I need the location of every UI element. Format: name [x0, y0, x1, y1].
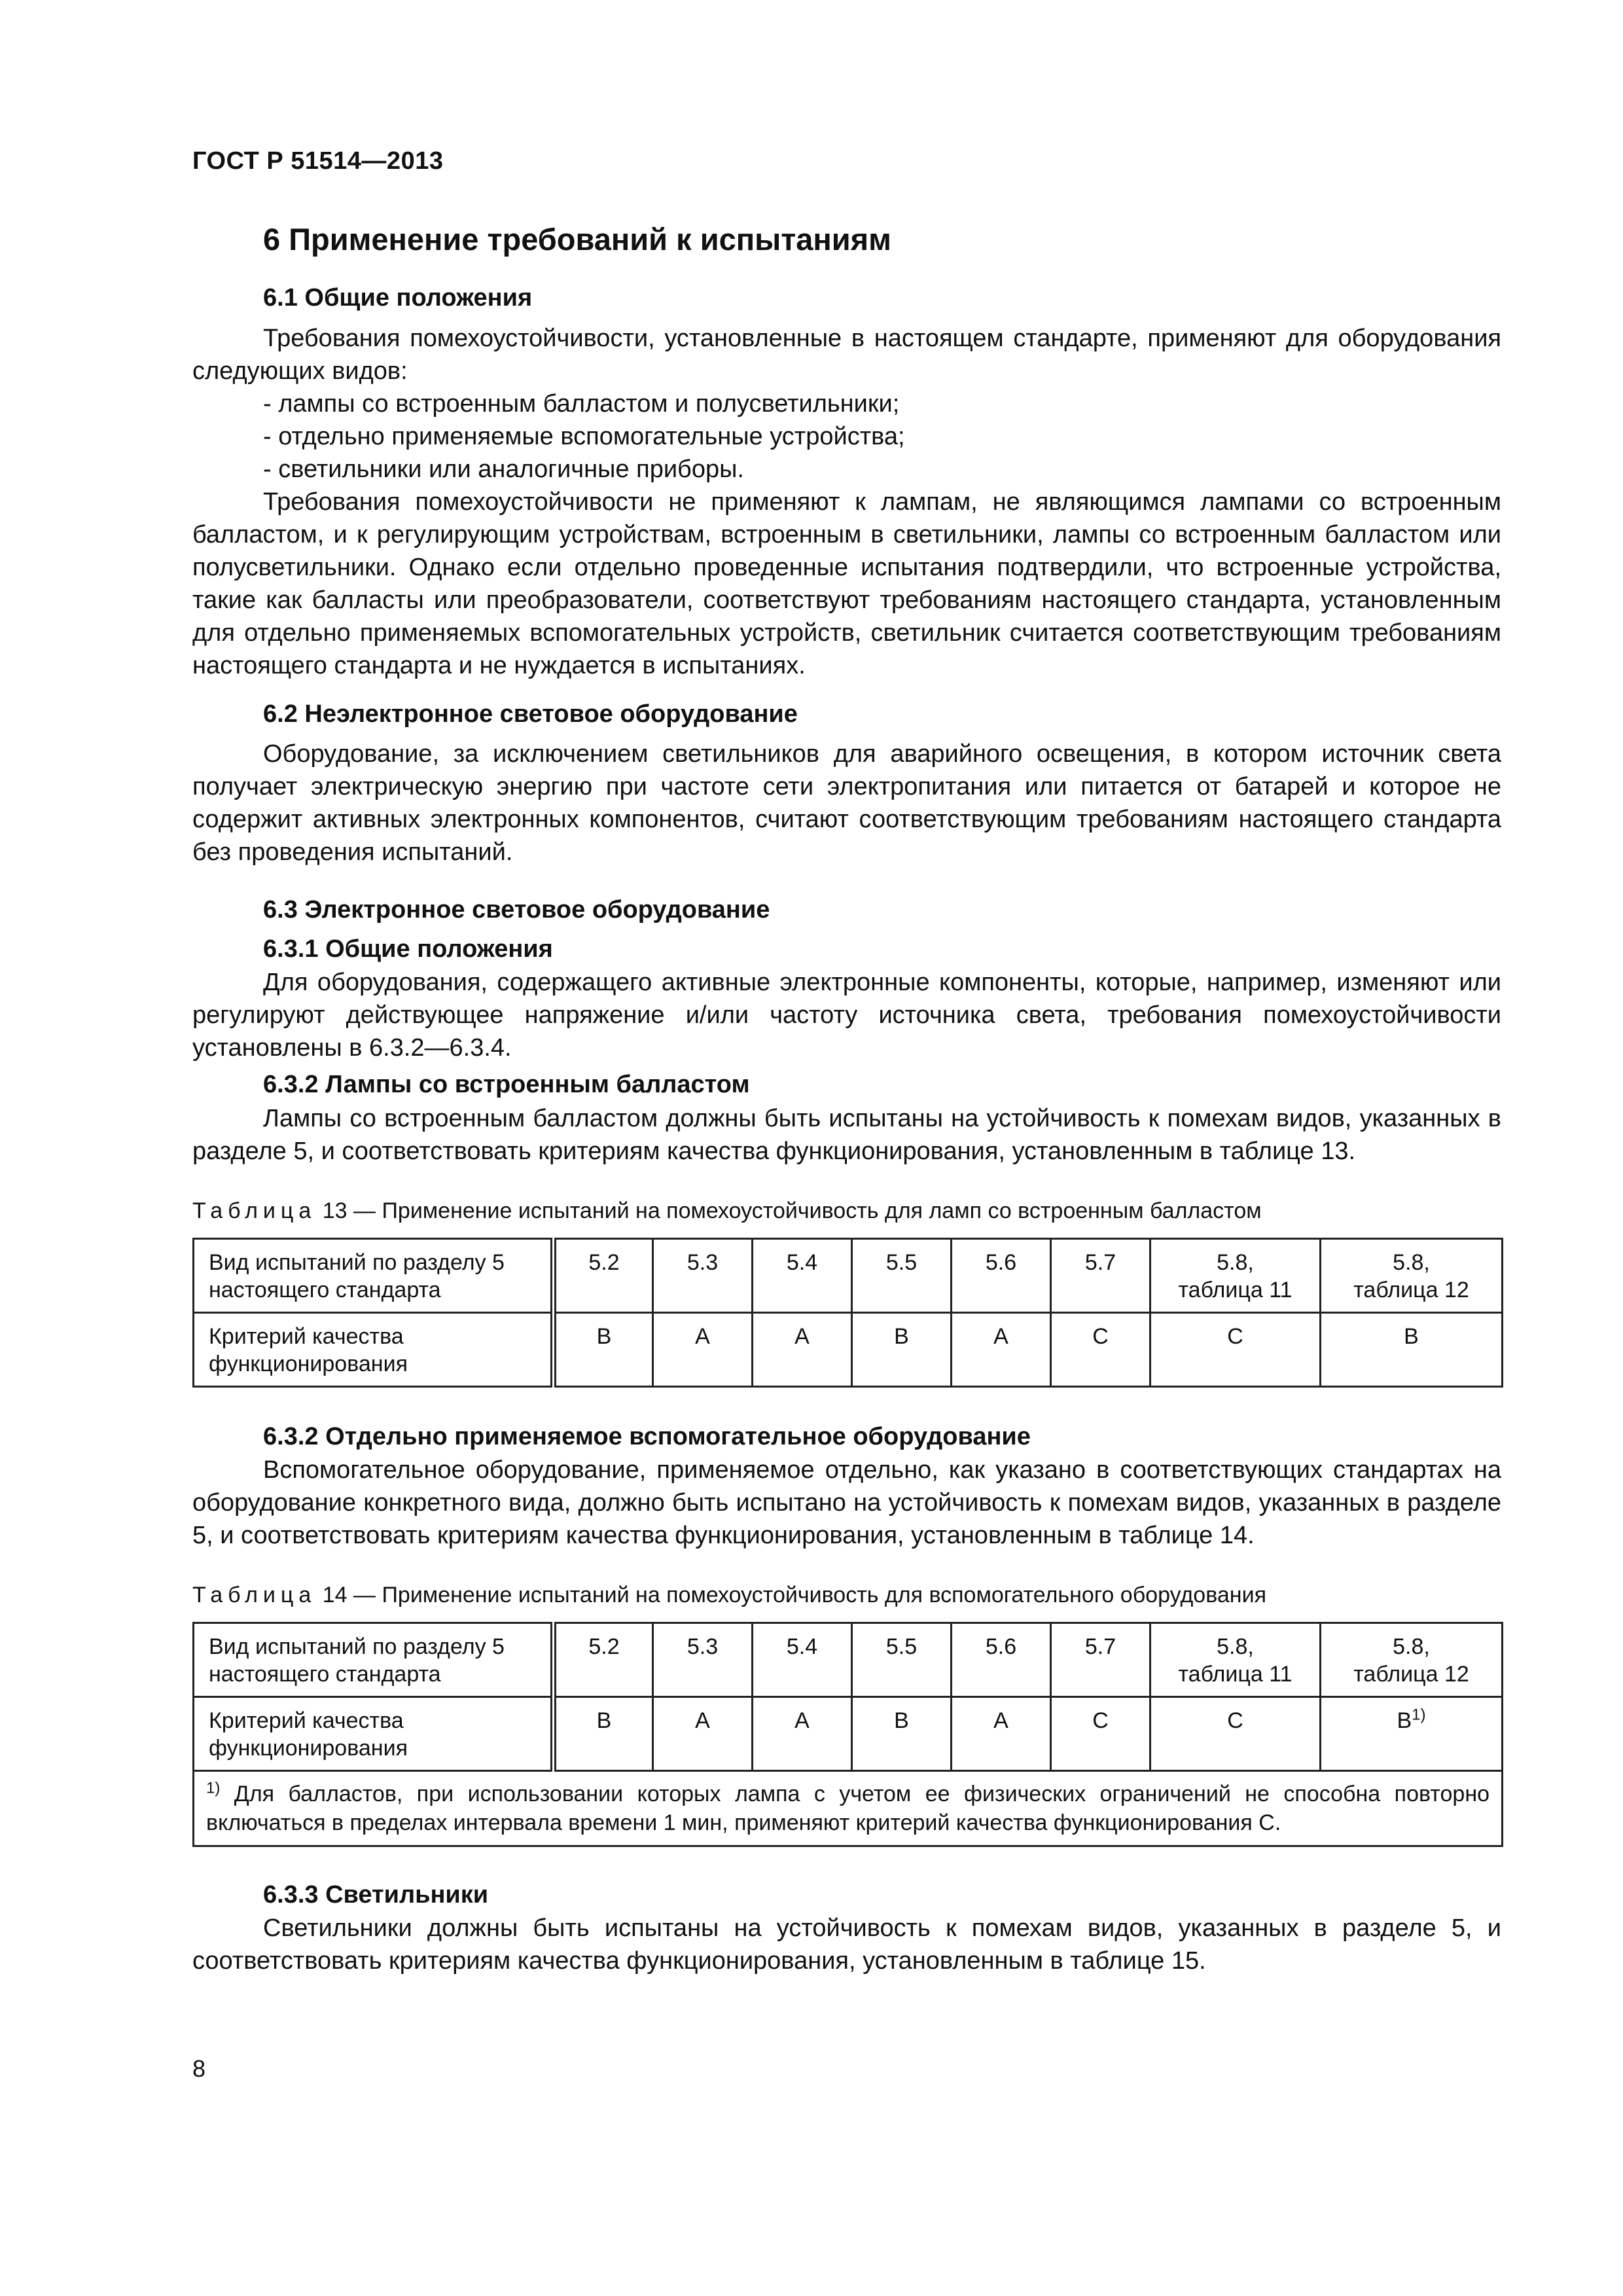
table-cell: Вид испытаний по разделу 5 настоящего стандарта	[194, 1623, 554, 1696]
cell-line: таблица 11	[1178, 1277, 1293, 1302]
table-13-caption	[192, 1198, 1501, 1225]
table-cell	[1321, 1623, 1503, 1696]
table-footnote	[194, 1770, 1503, 1846]
table-cell: 5.4	[753, 1238, 852, 1312]
section-6-1-paragraph-2: Требования помехоустойчивости не применяют к лампам, не являющимся лампами со встроенным балластом, и к регулирующим устройствам, встроенным в светильники, лампы со встроенным балластом или полусветильники. Однако если отдельно проведенные испытания подтвердили, что встроенные устройства, такие как балласты или преобразователи, соответствуют требованиям настоящего стандарта, установленным для отдельно применяемых вспомогательных устройств, светильник считается соответствующим требованиям настоящего стандарта и не нуждается в испытаниях.	[192, 488, 1501, 679]
list-item: - отдельно применяемые вспомогательные устройства;	[263, 422, 905, 450]
table-cell: B	[1321, 1312, 1503, 1386]
table-13	[192, 1238, 1503, 1388]
table-cell: A	[753, 1696, 852, 1770]
table-14	[192, 1622, 1503, 1847]
cell-line: таблица 11	[1178, 1661, 1293, 1687]
cell-line: 5.8,	[1217, 1249, 1254, 1275]
page-number: 8	[192, 2055, 206, 2082]
table-cell: 5.3	[653, 1238, 753, 1312]
table-cell: A	[653, 1696, 753, 1770]
table-row	[194, 1238, 1503, 1312]
caption-word: Таблица	[192, 1198, 317, 1223]
footnote-text: Для балластов, при использовании которых лампа с учетом ее физических ограничений не способна повторно включаться в пределах интервала времени 1 мин, применяют критерий качества функционирования С.	[206, 1781, 1489, 1835]
table-cell: Вид испытаний по разделу 5 настоящего стандарта	[194, 1238, 554, 1312]
table-cell: Критерий качества функционирования	[194, 1696, 554, 1770]
table-cell: C	[1150, 1696, 1321, 1770]
caption-word: Таблица	[192, 1583, 317, 1608]
table-cell	[1321, 1696, 1503, 1770]
caption-text: 14 — Применение испытаний на помехоустойчивость для вспомогательного оборудования	[316, 1583, 1266, 1608]
section-6-1-paragraph: Требования помехоустойчивости, установленные в настоящем стандарте, применяют для оборудования следующих видов:	[192, 324, 1501, 385]
table-cell: B	[554, 1696, 653, 1770]
table-cell: B	[554, 1312, 653, 1386]
section-6-3-1-title: 6.3.1 Общие положения	[263, 935, 553, 963]
section-6-3-2-title: 6.3.2 Лампы со встроенным балластом	[263, 1071, 750, 1099]
cell-line: 5.8,	[1393, 1249, 1430, 1275]
page-content	[192, 221, 1501, 1977]
caption-text: 13 — Применение испытаний на помехоустойчивость для ламп со встроенным балластом	[316, 1198, 1262, 1223]
table-row	[194, 1312, 1503, 1386]
table-cell: A	[952, 1696, 1051, 1770]
table-cell: C	[1150, 1312, 1321, 1386]
section-6-3-2b-paragraph: Вспомогательное оборудование, применяемое отдельно, как указано в соответствующих стандартах на оборудование конкретного вида, должно быть испытано на устойчивость к помехам видов, указанных в разделе 5, и соответствовать критериям качества функционирования, установленным в таблице 14.	[192, 1456, 1501, 1550]
table-row	[194, 1696, 1503, 1770]
table-cell: 5.2	[554, 1623, 653, 1696]
table-cell: C	[1051, 1696, 1150, 1770]
table-14-caption	[192, 1582, 1501, 1609]
table-cell: 5.6	[952, 1623, 1051, 1696]
table-cell	[1150, 1238, 1321, 1312]
table-cell: A	[653, 1312, 753, 1386]
footnote-marker: 1)	[1412, 1706, 1426, 1724]
section-6-3-3-paragraph: Светильники должны быть испытаны на устойчивость к помехам видов, указанных в разделе 5, и соответствовать критериям качества функционирования, установленным в таблице 15.	[192, 1914, 1501, 1975]
table-cell: 5.2	[554, 1238, 653, 1312]
table-cell: B	[852, 1312, 952, 1386]
table-cell: 5.7	[1051, 1238, 1150, 1312]
section-6-3-2-paragraph: Лампы со встроенным балластом должны быть испытаны на устойчивость к помехам видов, указанных в разделе 5, и соответствовать критериям качества функционирования, установленным в таблице 13.	[192, 1104, 1501, 1165]
footnote-marker: 1)	[206, 1779, 221, 1797]
table-cell	[1321, 1238, 1503, 1312]
table-cell: 5.6	[952, 1238, 1051, 1312]
cell-line: 5.8,	[1217, 1634, 1254, 1659]
section-6-1-title: 6.1 Общие положения	[263, 284, 533, 312]
table-cell: 5.5	[852, 1238, 952, 1312]
section-6-2-title: 6.2 Неэлектронное световое оборудование	[263, 700, 798, 728]
cell-value: B	[1397, 1708, 1412, 1733]
table-cell: 5.7	[1051, 1623, 1150, 1696]
document-code: ГОСТ Р 51514—2013	[192, 147, 444, 175]
section-6-3-2b-title: 6.3.2 Отдельно применяемое вспомогательное оборудование	[263, 1422, 1031, 1450]
list-item: - светильники или аналогичные приборы.	[263, 455, 744, 483]
table-row	[194, 1623, 1503, 1696]
section-6-3-1-paragraph: Для оборудования, содержащего активные электронные компоненты, которые, например, изменяют или регулируют действующее напряжение и/или частоту источника света, требования помехоустойчивости установлены в 6.3.2—6.3.4.	[192, 969, 1501, 1062]
section-6-3-title: 6.3 Электронное световое оборудование	[263, 896, 770, 924]
cell-line: таблица 12	[1353, 1661, 1469, 1687]
table-cell: Критерий качества функционирования	[194, 1312, 554, 1386]
table-cell: 5.4	[753, 1623, 852, 1696]
table-cell: A	[952, 1312, 1051, 1386]
table-cell: 5.5	[852, 1623, 952, 1696]
table-cell: C	[1051, 1312, 1150, 1386]
cell-line: таблица 12	[1353, 1277, 1469, 1302]
table-cell: A	[753, 1312, 852, 1386]
table-cell: B	[852, 1696, 952, 1770]
list-item: - лампы со встроенным балластом и полусветильники;	[263, 389, 900, 418]
table-row	[194, 1770, 1503, 1846]
table-cell: 5.3	[653, 1623, 753, 1696]
section-6-3-3-title: 6.3.3 Светильники	[263, 1880, 489, 1909]
cell-line: 5.8,	[1393, 1634, 1430, 1659]
section-6-title: 6 Применение требований к испытаниям	[263, 222, 891, 257]
section-6-2-paragraph: Оборудование, за исключением светильников для аварийного освещения, в котором источник света получает электрическую энергию при частоте сети электропитания или питается от батарей и которое не содержит активных электронных компонентов, считают соответствующим требованиям настоящего стандарта без проведения испытаний.	[192, 740, 1501, 867]
table-cell	[1150, 1623, 1321, 1696]
